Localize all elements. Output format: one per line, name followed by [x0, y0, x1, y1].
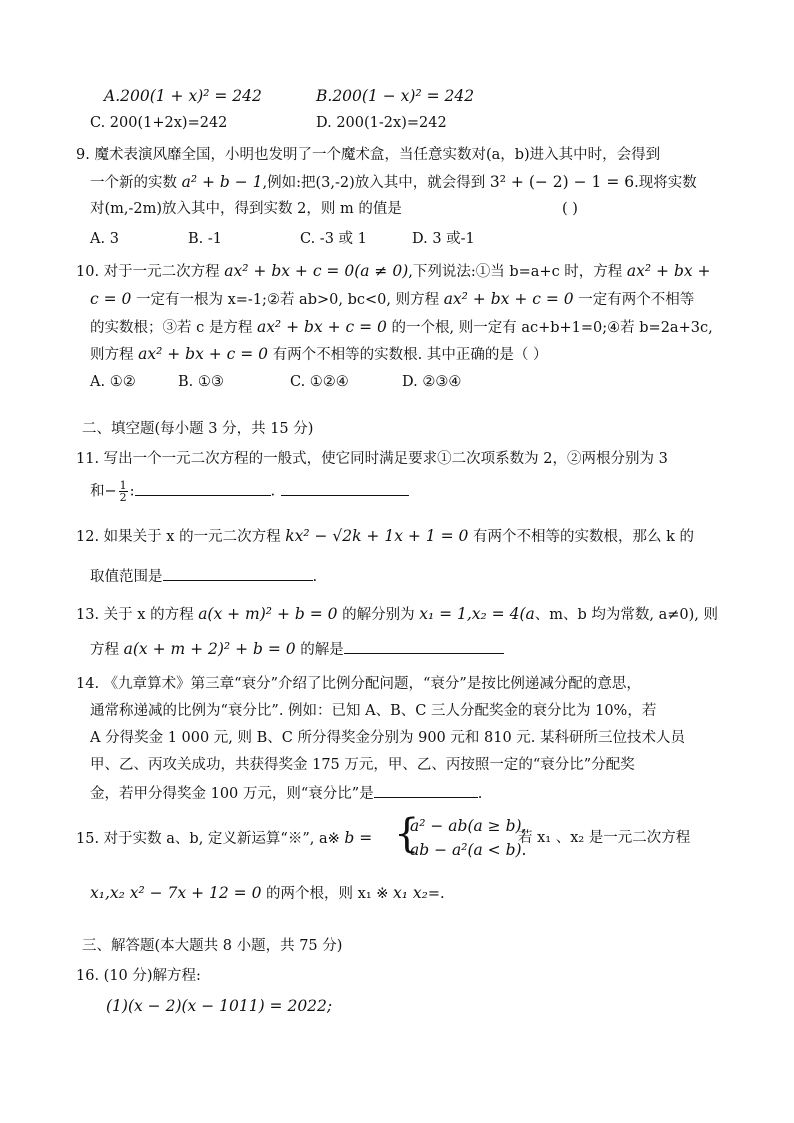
q10-line1	[76, 261, 711, 282]
q12-equation: kx² − √2k + 1x + 1 = 0	[285, 527, 469, 545]
q15-formula: b =	[344, 829, 373, 847]
q8-option-b: B.200(1 − x)² = 242	[316, 87, 475, 105]
q15-line1-tail: 若 x₁ 、x₂ 是一元二次方程	[518, 830, 691, 846]
q13-text: 、m、b 均为常数, a≠0), 则	[534, 607, 718, 623]
q13-equation: a(x + m)² + b = 0	[198, 605, 338, 623]
q10-equation: c = 0	[90, 290, 132, 308]
q13-text: 方程	[90, 642, 119, 658]
q9-line1: 9. 魔术表演风靡全国，小明也发明了一个魔术盒，当任意实数对(a，b)进入其中时，会得到	[76, 147, 661, 163]
fraction-one-half	[119, 480, 128, 503]
q9-option-b: B. -1	[188, 231, 222, 247]
answer-blank[interactable]	[281, 481, 409, 496]
q9-option-a: A. 3	[90, 231, 119, 247]
q10-line3	[90, 317, 713, 338]
q15-case-2: ab − a²(a < b).	[410, 841, 527, 859]
q10-text: ,下列说法:①当 b=a+c 时，方程	[408, 264, 623, 280]
answer-blank[interactable]	[374, 783, 478, 798]
q10-equation: ax² + bx + c = 0	[256, 318, 387, 336]
q14-line4: 甲、乙、丙攻关成功，共获得奖金 175 万元，甲、乙、丙按照一定的“衰分比”分配奖	[90, 757, 635, 773]
answer-blank[interactable]	[344, 639, 504, 654]
q15-line2	[90, 883, 445, 904]
q9-option-c: C. -3 或 1	[300, 231, 367, 247]
q10-text: 一定有一根为 x=-1;②若 ab>0, bc<0, 则方程	[136, 292, 440, 308]
q10-text: 的一个根, 则一定有 ac+b+1=0;④若 b=2a+3c,	[391, 320, 713, 336]
q11-text: :	[129, 483, 135, 500]
q9-text: 一个新的实数	[90, 175, 177, 191]
q9-example: 3² + (− 2) − 1 = 6	[489, 173, 635, 191]
q10-text: 的实数根；③若 c 是方程	[90, 320, 253, 336]
q9-line3: 对(m,-2m)放入其中，得到实数 2，则 m 的值是	[90, 201, 402, 217]
q12-text: 取值范围是	[90, 569, 163, 585]
q10-option-a: A. ①②	[90, 374, 136, 390]
q8-option-c: C. 200(1+2x)=242	[90, 115, 228, 131]
q10-option-b: B. ①③	[178, 374, 224, 390]
q16-line1: 16. (10 分)解方程:	[76, 968, 201, 984]
q10-text: 10. 对于一元二次方程	[76, 264, 220, 280]
q13-text: 的解是	[300, 642, 344, 658]
q13-line2	[90, 639, 504, 660]
q10-equation: ax² + bx + c = 0	[443, 290, 574, 308]
q10-line4	[90, 344, 547, 365]
q14-line5	[90, 783, 482, 804]
section-3-heading: 三、解答题(本大题共 8 小题，共 75 分)	[82, 938, 343, 954]
q10-equation: ax² + bx +	[626, 262, 711, 280]
q12-text: 12. 如果关于 x 的一元二次方程	[76, 529, 281, 545]
left-brace: {	[394, 811, 420, 857]
q14-line2: 通常称递减的比例为“衰分比”. 例如：已知 A、B、C 三人分配奖金的衰分比为 10%，若	[90, 703, 657, 719]
q10-equation: ax² + bx + c = 0(a ≠ 0)	[224, 262, 409, 280]
q9-text: ,例如:把(3,-2)放入其中，就会得到	[262, 175, 486, 191]
q13-equation: a(x + m + 2)² + b = 0	[123, 640, 296, 658]
answer-blank[interactable]	[163, 566, 313, 581]
q10-option-c: C. ①②④	[290, 374, 349, 390]
q15-equation: x₁,x₂ x² − 7x + 12 = 0	[90, 884, 262, 902]
q15-line1	[76, 828, 372, 849]
answer-blank[interactable]	[135, 481, 271, 496]
q13-line1	[76, 604, 718, 625]
q9-formula: a² + b − 1	[181, 173, 263, 191]
q11-line1: 11. 写出一个一元二次方程的一般式，使它同时满足要求①二次项系数为 2，②两根分别为 3	[76, 451, 668, 467]
q8-option-a: A.200(1 + x)² = 242	[104, 87, 262, 105]
q10-option-d: D. ②③④	[402, 374, 462, 390]
q10-equation: ax² + bx + c = 0	[138, 345, 269, 363]
q9-option-d: D. 3 或-1	[412, 231, 475, 247]
q13-text: 的解分别为	[342, 607, 415, 623]
q14-text: .	[477, 786, 483, 802]
q10-text: 则方程	[90, 347, 134, 363]
q15-text: =.	[427, 886, 445, 902]
q12-line2	[90, 566, 317, 587]
fraction-denominator: 2	[119, 491, 127, 504]
q15-text: 15. 对于实数 a、b, 定义新运算“※”, a※	[76, 831, 340, 847]
q12-line1	[76, 526, 694, 547]
q15-expression: x₁ x₂	[393, 884, 428, 902]
q14-text: 金，若甲分得奖金 100 万元，则“衰分比”是	[90, 786, 374, 802]
q15-case-1: a² − ab(a ≥ b),	[410, 817, 527, 835]
q15-text: 的两个根，则 x₁ ※	[266, 886, 389, 902]
q10-text: 有两个不相等的实数根. 其中正确的是（ ）	[272, 347, 548, 363]
q11-separator: .	[270, 483, 276, 500]
section-2-heading: 二、填空题(每小题 3 分，共 15 分)	[82, 421, 314, 437]
q9-text: .现将实数	[634, 175, 697, 191]
q11-text: 和−	[90, 483, 117, 500]
q12-text: 有两个不相等的实数根，那么 k 的	[472, 529, 694, 545]
q13-text: 13. 关于 x 的方程	[76, 607, 194, 623]
q14-line3: A 分得奖金 1 000 元, 则 B、C 所分得奖金分别为 900 元和 810 元. 某科研所三位技术人员	[90, 730, 686, 746]
q10-line2	[90, 289, 694, 310]
q16-part1: (1)(x − 2)(x − 1011) = 2022;	[106, 997, 333, 1015]
q12-text: .	[312, 569, 318, 585]
q13-solutions: x₁ = 1,x₂ = 4(a	[419, 605, 535, 623]
q10-text: 一定有两个不相等	[578, 292, 695, 308]
q9-answer-paren: ( )	[562, 201, 578, 217]
fraction-numerator: 1	[119, 479, 127, 492]
q8-option-d: D. 200(1-2x)=242	[316, 115, 447, 131]
q14-line1: 14. 《九章算术》第三章“衰分”介绍了比例分配问题，“衰分”是按比例递减分配的意思，	[76, 676, 641, 692]
q11-line2	[90, 480, 409, 503]
q9-line2	[90, 172, 697, 193]
